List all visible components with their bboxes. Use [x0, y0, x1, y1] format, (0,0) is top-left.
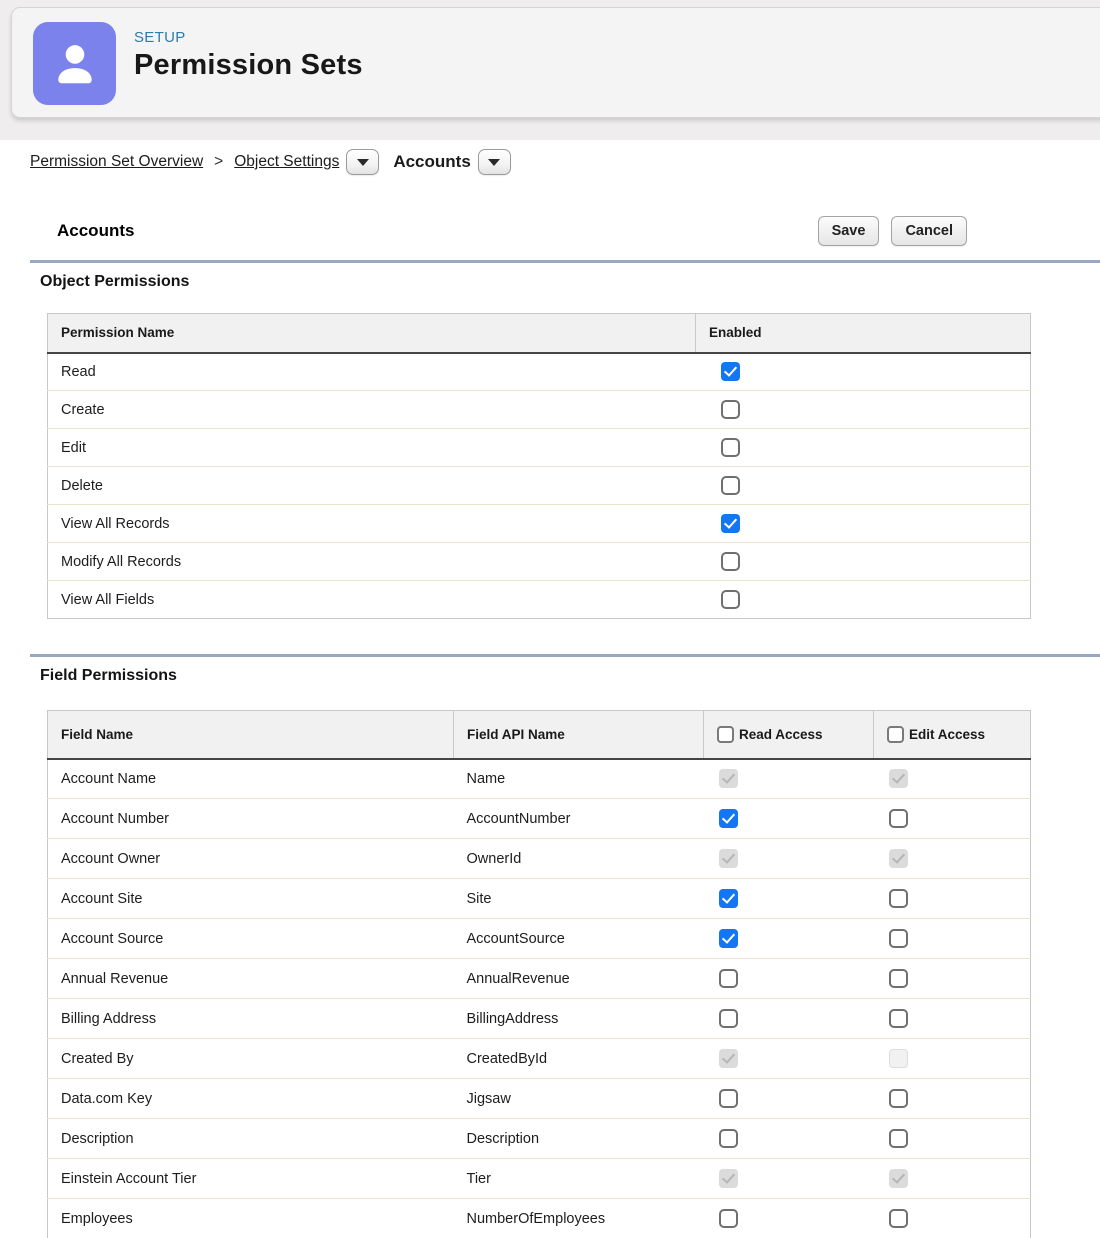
name-read-checkbox: [719, 769, 738, 788]
object-permissions-heading: Object Permissions: [40, 273, 190, 290]
field-name-cell: Data.com Key: [48, 1079, 454, 1119]
field-api-name-cell: AnnualRevenue: [454, 959, 704, 999]
table-row: [48, 839, 1031, 879]
table-row: [48, 543, 1031, 581]
edit-access-cell: [874, 799, 1031, 839]
table-header-row: [48, 711, 1031, 759]
field-api-name-cell: CreatedById: [454, 1039, 704, 1079]
annualrevenue-edit-checkbox[interactable]: [889, 969, 908, 988]
table-row: [48, 879, 1031, 919]
table-row: [48, 1119, 1031, 1159]
edit-access-label: Edit Access: [909, 726, 986, 742]
numberofemployees-edit-checkbox[interactable]: [889, 1209, 908, 1228]
field-name-cell: Annual Revenue: [48, 959, 454, 999]
modify-all-records-enabled-checkbox[interactable]: [721, 552, 740, 571]
read-access-select-all-checkbox[interactable]: [717, 726, 734, 743]
delete-enabled-checkbox[interactable]: [721, 476, 740, 495]
edit-access-cell: [874, 879, 1031, 919]
field-name-cell: Account Number: [48, 799, 454, 839]
field-api-name-cell: AccountNumber: [454, 799, 704, 839]
accounts-dropdown-button[interactable]: [478, 149, 511, 175]
read-enabled-checkbox[interactable]: [721, 362, 740, 381]
edit-enabled-checkbox[interactable]: [721, 438, 740, 457]
billingaddress-read-checkbox[interactable]: [719, 1009, 738, 1028]
table-row: [48, 999, 1031, 1039]
jigsaw-read-checkbox[interactable]: [719, 1089, 738, 1108]
column-header-enabled: Enabled: [696, 314, 1031, 353]
view-all-fields-enabled-checkbox[interactable]: [721, 590, 740, 609]
section-divider: [30, 260, 1100, 263]
create-enabled-checkbox[interactable]: [721, 400, 740, 419]
enabled-cell: [696, 505, 1031, 543]
edit-access-cell: [874, 999, 1031, 1039]
chevron-down-icon: [357, 159, 369, 166]
table-row: [48, 1199, 1031, 1238]
object-permissions-table: [47, 313, 1031, 619]
read-access-cell: [704, 1119, 874, 1159]
field-api-name-cell: BillingAddress: [454, 999, 704, 1039]
permission-name-cell: View All Records: [48, 505, 696, 543]
cancel-button[interactable]: Cancel: [891, 216, 967, 246]
object-section-title: Accounts: [57, 221, 135, 240]
table-row: [48, 959, 1031, 999]
column-header-permission-name: Permission Name: [48, 314, 696, 353]
read-access-cell: [704, 1159, 874, 1199]
permission-sets-icon-box: [33, 22, 116, 105]
enabled-cell: [696, 429, 1031, 467]
permission-name-cell: Modify All Records: [48, 543, 696, 581]
setup-header-band: [0, 0, 1100, 140]
field-name-cell: Account Name: [61, 770, 157, 787]
field-api-name-cell: Name: [466, 770, 506, 787]
table-row: [48, 759, 1031, 799]
read-access-cell: [704, 1079, 874, 1119]
read-access-cell: [704, 999, 874, 1039]
section-divider: [30, 654, 1100, 657]
numberofemployees-read-checkbox[interactable]: [719, 1209, 738, 1228]
field-name-cell: Account Site: [48, 879, 454, 919]
field-name-cell: Einstein Account Tier: [48, 1159, 454, 1199]
table-row: [48, 1079, 1031, 1119]
field-name-cell: Description: [48, 1119, 454, 1159]
edit-access-cell: [874, 1039, 1031, 1079]
breadcrumb-link-overview[interactable]: Permission Set Overview: [30, 153, 204, 170]
field-api-name-cell: Description: [454, 1119, 704, 1159]
field-name-cell: Employees: [48, 1199, 454, 1238]
enabled-cell: [696, 543, 1031, 581]
read-access-label: Read Access: [739, 726, 823, 742]
jigsaw-edit-checkbox[interactable]: [889, 1089, 908, 1108]
field-api-name-cell: Tier: [454, 1159, 704, 1199]
edit-access-cell: [874, 959, 1031, 999]
table-row: [48, 919, 1031, 959]
breadcrumb-separator: >: [214, 153, 224, 170]
table-header-row: [48, 314, 1031, 353]
read-access-cell: [704, 919, 874, 959]
setup-eyebrow: SETUP: [134, 29, 186, 46]
enabled-cell: [696, 467, 1031, 505]
enabled-cell: [696, 581, 1031, 619]
accountnumber-edit-checkbox[interactable]: [889, 809, 908, 828]
ownerid-edit-checkbox: [889, 849, 908, 868]
read-access-cell: [704, 879, 874, 919]
field-name-cell: Account Source: [48, 919, 454, 959]
save-button[interactable]: Save: [818, 216, 880, 246]
breadcrumb-link-object-settings[interactable]: Object Settings: [234, 153, 340, 170]
setup-header-card: [11, 7, 1100, 118]
field-name-cell: Created By: [48, 1039, 454, 1079]
permission-name-cell: View All Fields: [48, 581, 696, 619]
chevron-down-icon: [488, 159, 500, 166]
read-access-cell: [704, 959, 874, 999]
edit-access-cell: [874, 839, 1031, 879]
tier-read-checkbox: [719, 1169, 738, 1188]
edit-access-cell: [874, 759, 1031, 799]
edit-access-cell: [874, 1119, 1031, 1159]
permission-name-cell: Edit: [48, 429, 696, 467]
permission-name-cell: Delete: [48, 467, 696, 505]
read-access-cell: [704, 799, 874, 839]
object-settings-dropdown-button[interactable]: [346, 149, 379, 175]
view-all-records-enabled-checkbox[interactable]: [721, 514, 740, 533]
table-row: [48, 581, 1031, 619]
enabled-cell: [696, 391, 1031, 429]
edit-access-cell: [874, 1079, 1031, 1119]
edit-access-cell: [874, 919, 1031, 959]
site-edit-checkbox[interactable]: [889, 889, 908, 908]
accountnumber-read-checkbox[interactable]: [719, 809, 738, 828]
object-permissions-tbody: [48, 353, 1031, 619]
table-row: [48, 505, 1031, 543]
field-api-name-cell: Site: [454, 879, 704, 919]
accountsource-edit-checkbox[interactable]: [889, 929, 908, 948]
ownerid-read-checkbox: [719, 849, 738, 868]
edit-access-select-all-checkbox[interactable]: [887, 726, 904, 743]
table-row: [48, 391, 1031, 429]
permission-name-cell: Create: [48, 391, 696, 429]
table-row: [48, 353, 1031, 391]
user-icon: [49, 38, 101, 90]
column-header-field-api-name: Field API Name: [454, 711, 704, 759]
field-permissions-heading: Field Permissions: [40, 667, 177, 684]
breadcrumb-current-object: Accounts: [393, 152, 471, 171]
enabled-cell: [696, 353, 1031, 391]
description-read-checkbox[interactable]: [719, 1129, 738, 1148]
accountsource-read-checkbox[interactable]: [719, 929, 738, 948]
field-permissions-table: [47, 710, 1031, 1238]
column-header-edit-access: [874, 711, 1031, 759]
field-api-name-cell: NumberOfEmployees: [454, 1199, 704, 1238]
page-title: Permission Sets: [134, 49, 363, 81]
site-read-checkbox[interactable]: [719, 889, 738, 908]
field-name-cell: Billing Address: [48, 999, 454, 1039]
column-header-read-access: [704, 711, 874, 759]
field-permissions-tbody: [48, 759, 1031, 1238]
field-api-name-cell: Jigsaw: [454, 1079, 704, 1119]
read-access-cell: [704, 1039, 874, 1079]
edit-access-cell: [874, 1199, 1031, 1238]
table-row: [48, 1039, 1031, 1079]
read-access-cell: [704, 759, 874, 799]
field-api-name-cell: AccountSource: [454, 919, 704, 959]
read-access-cell: [704, 1199, 874, 1238]
billingaddress-edit-checkbox[interactable]: [889, 1009, 908, 1028]
field-api-name-cell: OwnerId: [454, 839, 704, 879]
action-buttons: [818, 216, 967, 246]
field-name-cell: Account Owner: [48, 839, 454, 879]
tier-edit-checkbox: [889, 1169, 908, 1188]
name-edit-checkbox: [889, 769, 908, 788]
breadcrumb: [30, 140, 1100, 175]
description-edit-checkbox[interactable]: [889, 1129, 908, 1148]
table-row: [48, 1159, 1031, 1199]
createdbyid-edit-checkbox: [889, 1049, 908, 1068]
column-header-field-name: Field Name: [48, 711, 454, 759]
permission-name-cell: Read: [61, 363, 96, 380]
read-access-cell: [704, 839, 874, 879]
edit-access-cell: [874, 1159, 1031, 1199]
table-row: [48, 467, 1031, 505]
annualrevenue-read-checkbox[interactable]: [719, 969, 738, 988]
createdbyid-read-checkbox: [719, 1049, 738, 1068]
table-row: [48, 799, 1031, 839]
table-row: [48, 429, 1031, 467]
